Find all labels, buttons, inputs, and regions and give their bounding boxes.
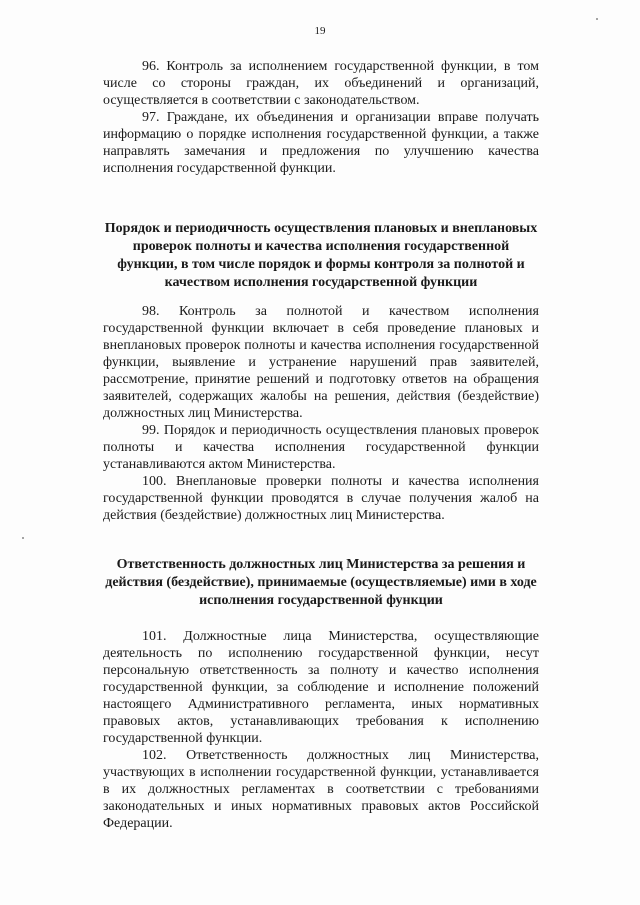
- paragraph-97: 97. Граждане, их объединения и организации вправе получать информацию о порядке исполнения государственной функции, а также направлять замечания и предложения по улучшению качества исполнения государственной функции.: [103, 110, 539, 176]
- section-responsibility-heading: Ответственность должностных лиц Министерства за решения и действия (бездействие), принимаемые (осуществляемые) ими в ходе исполнения государственной функции: [105, 557, 537, 608]
- section-inspections-body: [103, 303, 539, 524]
- paragraph-96: 96. Контроль за исполнением государственной функции, в том числе со стороны граждан, их объединений и организаций, осуществляется в соответствии с законодательством.: [103, 59, 539, 108]
- section-control-body: [103, 58, 539, 177]
- paragraph-99: 99. Порядок и периодичность осуществления плановых проверок полноты и качества исполнения государственной функции устанавливаются актом Министерства.: [103, 423, 539, 472]
- paragraph-102: 102. Ответственность должностных лиц Министерства, участвующих в исполнении государственной функции, устанавливается в их должностных регламентах в соответствии с требованиями законодательных и иных нормативных правовых актов Российской Федерации.: [103, 748, 539, 831]
- section-responsibility-body: [103, 628, 539, 832]
- page-number: 19: [314, 25, 326, 37]
- scan-speck: [22, 537, 24, 539]
- section-inspections-heading: Порядок и периодичность осуществления плановых и внеплановых проверок полноты и качества исполнения государственной функции, в том числе порядок и формы контроля за полнотой и качеством исполнения государственной функции: [104, 221, 538, 290]
- scan-speck: [596, 18, 598, 20]
- paragraph-100: 100. Внеплановые проверки полноты и качества исполнения государственной функции проводятся в случае получения жалоб на действия (бездействие) должностных лиц Министерства.: [103, 474, 539, 523]
- paragraph-98: 98. Контроль за полнотой и качеством исполнения государственной функции включает в себя проведение плановых и внеплановых проверок полноты и качества исполнения государственной функции, выявление и устранение нарушений прав заявителей, рассмотрение, принятие решений и подготовку ответов на обращения заявителей, содержащих жалобы на решения, действия (бездействие) должностных лиц Министерства.: [103, 304, 539, 421]
- paragraph-101: 101. Должностные лица Министерства, осуществляющие деятельность по исполнению государственной функции, несут персональную ответственность за полноту и качество исполнения государственной функции, за соблюдение и исполнение положений настоящего Административного регламента, иных нормативных правовых актов, устанавливающих требования к исполнению государственной функции.: [103, 629, 539, 746]
